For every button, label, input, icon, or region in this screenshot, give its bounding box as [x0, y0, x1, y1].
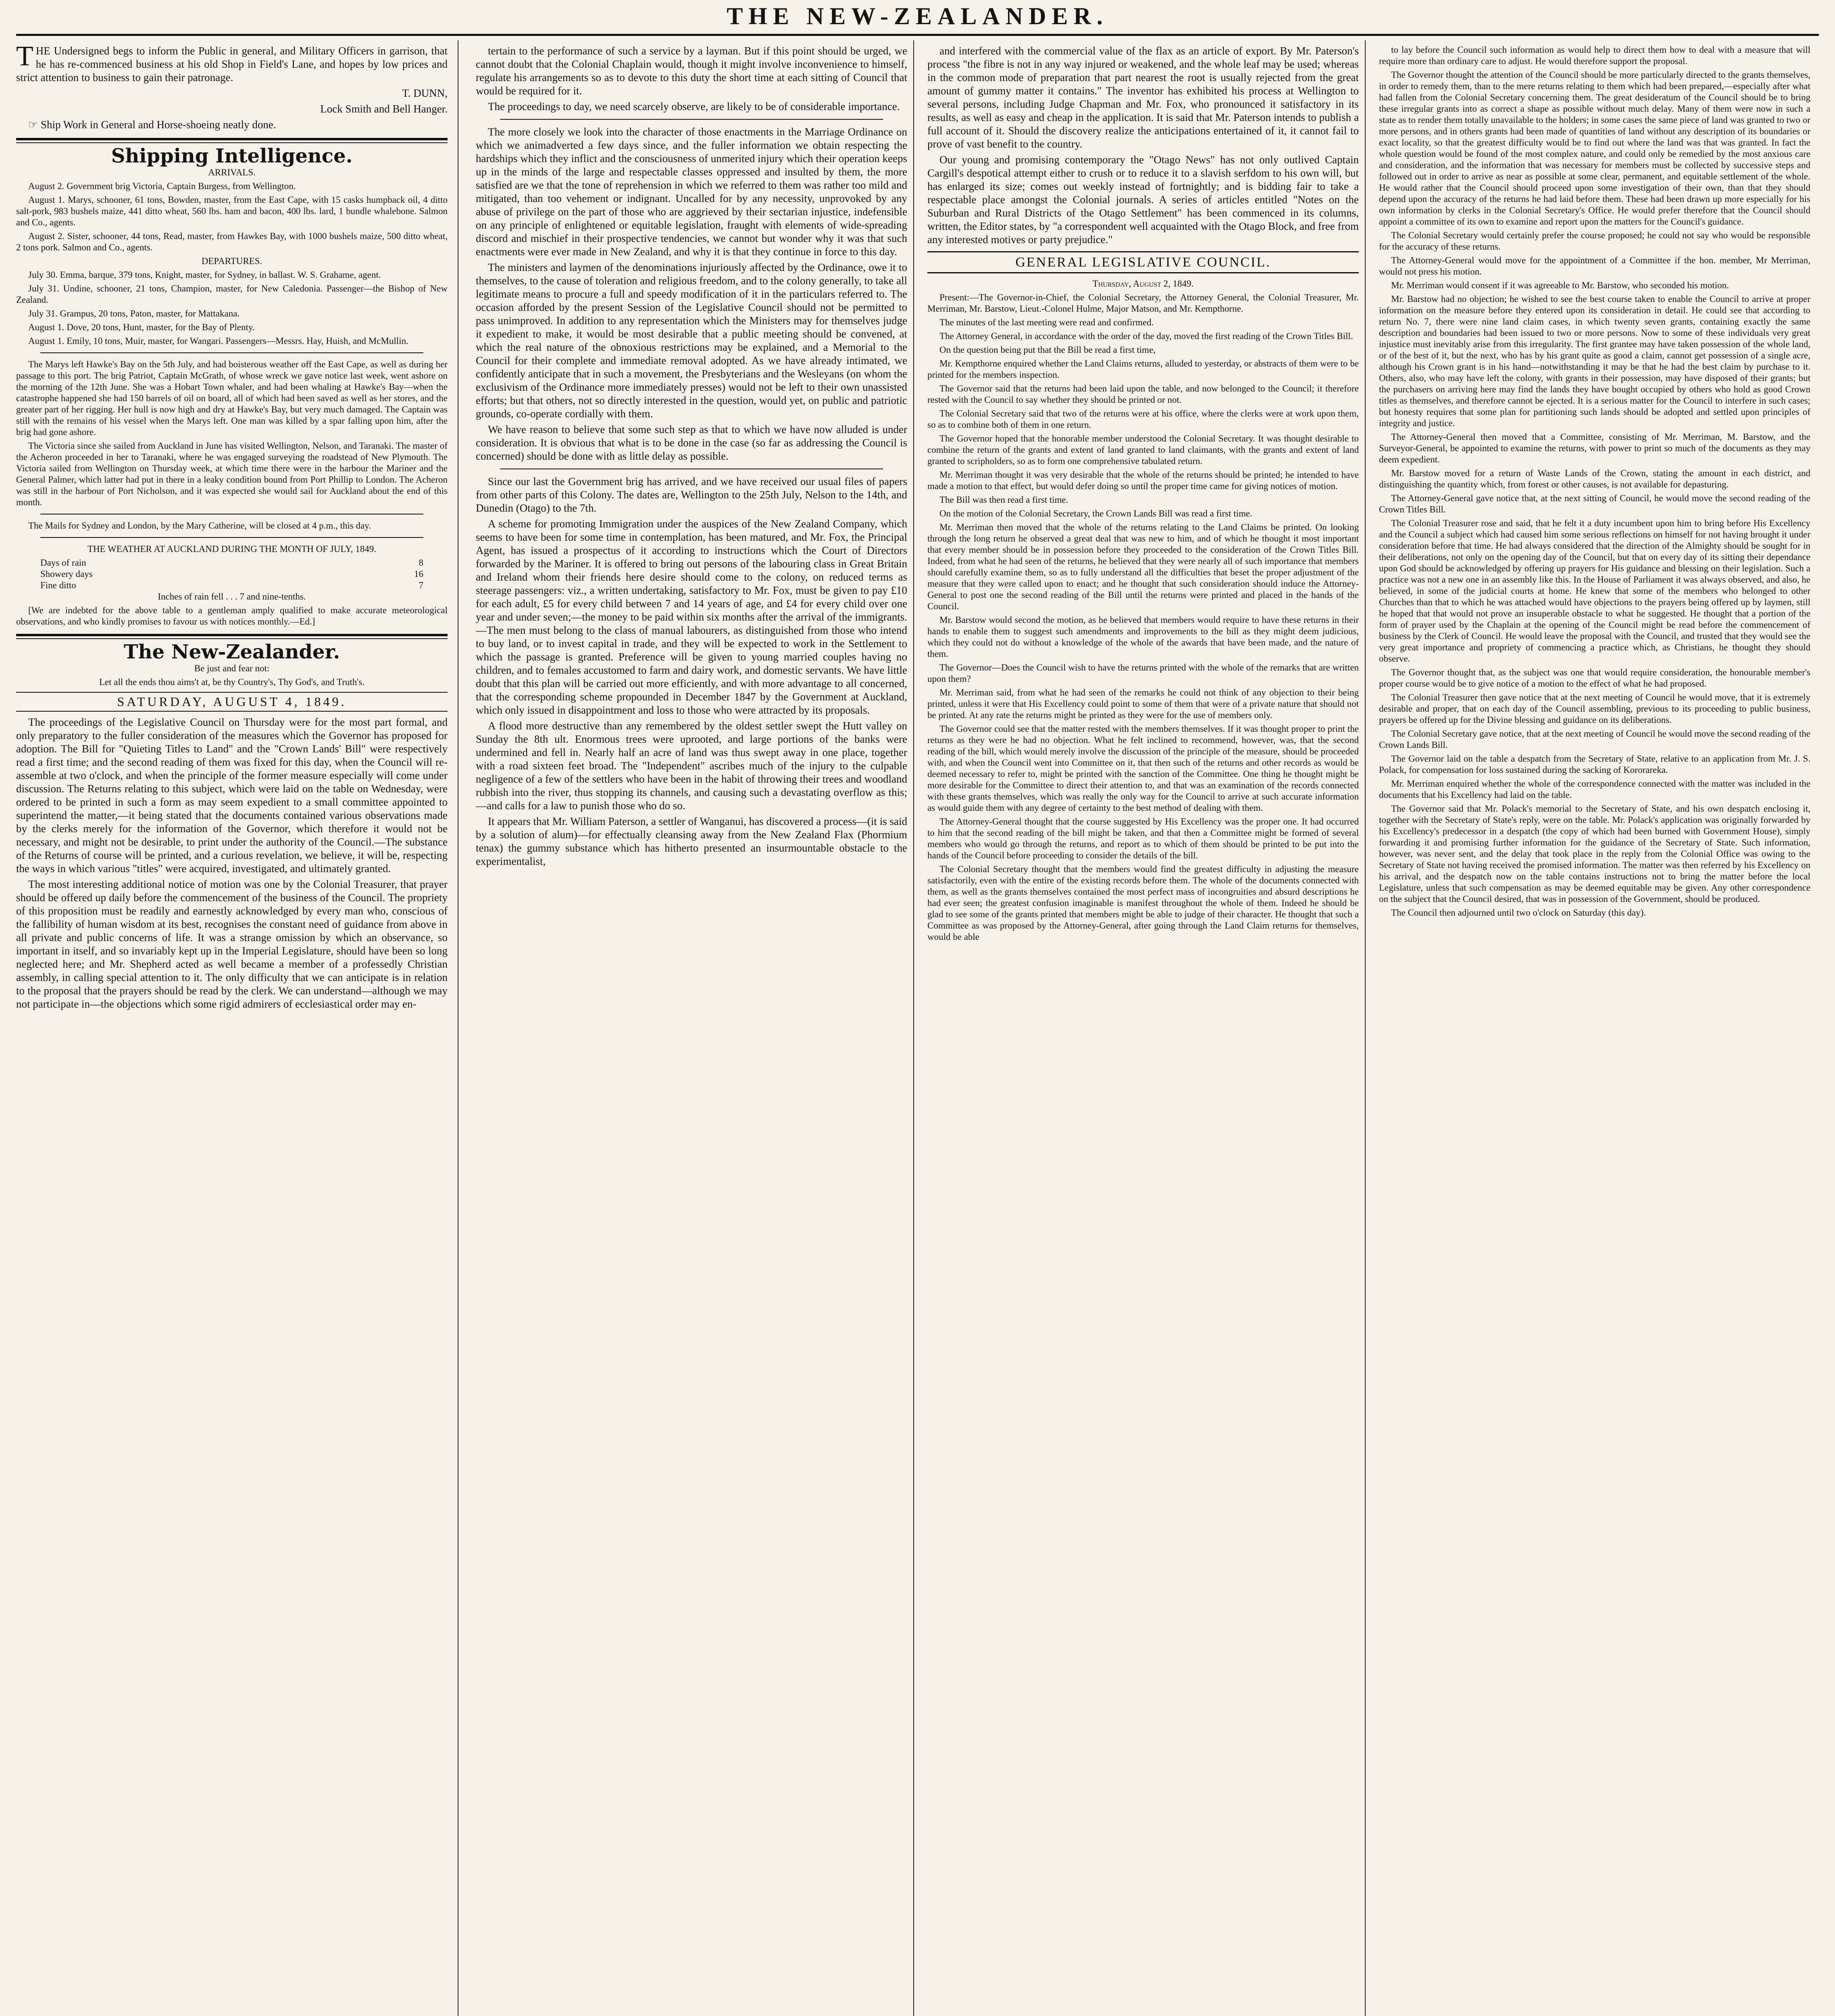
weather-note: [We are indebted for the above table to a gentleman amply qualified to make accurate meteorological observations, and who kindly promises to favour us with notices monthly.—Ed.] — [16, 605, 448, 627]
leader-paragraph: The proceedings of the Legislative Council on Thursday were for the most part formal, and only preparatory to the fuller consideration of the measures which the Governor has proposed for adoption. The Bill for "Quieting Titles to Land" and the "Crown Lands' Bill" were respectively read a first time; and the second reading of them was fixed for this day, when the Council will re-assemble at two o'clock, and when the principle of the former measure especially will come under discussion. The Returns relating to this subject, which were laid on the table on Wednesday, were ordered to be printed in such a form as may seem expedient to a small committee appointed to superintend the matter,—it being stated that the documents contained various observations made by the clerks merely for the information of the Governor, which therefore it would not be necessary, and might not be desirable, to print under the authority of the Council.—The substance of the Returns of course will be printed, and a curious revelation, we believe, it will be, respecting the ways in which various "titles" were acquired, investigated, and ultimately granted. — [16, 716, 448, 875]
council-paragraph: On the motion of the Colonial Secretary, the Crown Lands Bill was read a first time. — [939, 508, 1252, 519]
column-4 — [1379, 44, 1810, 2016]
news-paragraph: A flood more destructive than any remembered by the oldest settler swept the Hutt valley on Sunday the 8th ult. Enormous trees were uprooted, and large portions of the banks were undermined and fell in. Nearly half an acre of land was thus swept away in one place, together with a road sixteen feet broad. The "Independent" ascribes much of the injury to the culpable negligence of a few of the settlers who have been in the habit of throwing their trees and woodland rubbish into the river, thus stopping its channels, and causing such a devastating overflow as this;—and calls for a law to punish those who do so. — [476, 720, 907, 812]
column-separator — [1365, 40, 1366, 2016]
departure-entry: July 31. Undine, schooner, 21 tons, Champion, master, for New Caledonia. Passenger—the Bishop of New Zealand. — [16, 283, 448, 305]
marys-news: The Marys left Hawke's Bay on the 5th July, and had boisterous weather off the East Cape, as well as during her passage to this port. The brig Patriot, Captain McGrath, of whose wreck we gave notice last week, went ashore on the morning of the 12th June. She was a Hobart Town whaler, and had been whaling at Hawke's Bay—when the catastrophe happened she had 150 barrels of oil on board, all of which had been saved as well as her stores, and the greater part of her rigging. Her hull is now high and dry at Hawke's Bay, but very much damaged. The Captain was still with the remains of his vessel when the Marys left. One man was killed by a spar falling upon him, after the brig had gone ashore. — [16, 359, 448, 437]
council-paragraph: The Attorney-General thought that the course suggested by His Excellency was the proper one. It had occurred to him that the second reading of the bill might be taken, and that then a Committee might be formed of several members who would go through the returns, and report as to which of them should be printed to be put into the hands of the Council before proceeding to consider the details of the bill. — [927, 816, 1359, 860]
council-paragraph: Mr. Kempthorne enquired whether the Land Claims returns, alluded to yesterday, or abstracts of them were to be printed for the members inspection. — [927, 358, 1359, 380]
council-paragraph: to lay before the Council such information as would help to direct them how to deal with a measure that will require more than ordinary care to adjust. He would therefore support the proposal. — [1379, 45, 1810, 66]
mails-notice: The Mails for Sydney and London, by the Mary Catherine, will be closed at 4 p.m., this day. — [28, 521, 371, 531]
council-paragraph: The Governor could see that the matter rested with the members themselves. If it was thought proper to print the returns as they were he had no objection. What he felt inclined to recommend, however, was, that the second reading of the bill, which would merely involve the discussion of the principle of the measure, should be proceeded with, and when the Council went into Committee on it, that then such of the returns and other records as would be deemed necessary to refer to, might be printed with the sanction of the Committee. One thing he thought might be more desirable for the Committee to direct their attention to, and that was an examination of the records connected with these grants themselves, which was really the only way for the Council to arrive at such accurate information as would guide them with any degree of certainty to the best method of dealing with them. — [927, 724, 1359, 813]
council-paragraph: The Governor hoped that the honorable member understood the Colonial Secretary. It was thought desirable to combine the return of the grants and extent of land granted to land claimants, with the grants and extent of land granted to scripholders, so as to form one comprehensive tabulated return. — [927, 433, 1359, 466]
masthead: THE NEW-ZEALANDER. — [727, 3, 1108, 29]
paper-title: The New-Zealander. — [123, 641, 340, 663]
arrivals-heading: ARRIVALS. — [208, 167, 256, 177]
motto-line-2: Let all the ends thou aims't at, be thy Country's, Thy God's, and Truth's. — [99, 677, 365, 687]
arrival-entry: August 1. Marys, schooner, 61 tons, Bowden, master, from the East Cape, with 15 casks humpback oil, 4 ditto salt-pork, 983 bushels maize, 441 ditto wheat, 560 lbs. ham and bacon, 400 lbs. lard, 1 bundle whalebone. Salmon and Co., agents. — [16, 195, 448, 227]
column-3 — [927, 44, 1359, 2016]
departure-entry: August 1. Dove, 20 tons, Hunt, master, for the Bay of Plenty. — [28, 322, 255, 332]
advertisement-text: THE Undersigned begs to inform the Public in general, and Military Officers in garrison, that he has re-commenced business at his old Shop in Field's Lane, and hopes by low prices and strict attention to business to gain their patronage. — [16, 44, 448, 83]
council-paragraph: The minutes of the last meeting were read and confirmed. — [939, 317, 1154, 327]
council-paragraph: Mr. Barstow would second the motion, as he believed that members would require to have these returns in their hands to enable them to suggest such amendments and improvements to the bill as they might deem judicious, which they could not do without a knowledge of the whole of the awards that have been made, and the nature of them. — [927, 615, 1359, 659]
council-paragraph: The Colonial Treasurer rose and said, that he felt it a duty incumbent upon him to bring before His Excellency and the Council a subject which had caused him some serious reflections on himself for not having brought it under consideration before that time. He had always considered that the direction of the Almighty should be sought for in their deliberations, not only on the opening day of the Council, but that on every day of its sitting their dependance upon God should be acknowledged by offering up prayers for His guidance and blessing on their legislation. Such a practice was not a new one in an assembly like this. In the House of Parliament it was always observed, and also, he believed, in some of the judicial courts at home. He knew that some of the members who belonged to other Churches than that to which he was attached would have objections to the prayers being offered up by laymen, still he hoped that that would not prove an insuperable obstacle to what he suggested. He thought that a portion of the form of prayer used by the Chaplain at the opening of the Council might be read before the commencement of business by the Clerk of Council. He would leave the proposal with the Council, and trusted that they would see the very great importance and propriety of commencing a practice which, as Christians, he thought they should observe. — [1379, 518, 1810, 664]
news-paragraph: and interfered with the commercial value of the flax as an article of export. By Mr. Paterson's process "the fibre is not in any way injured or weakened, and the whole leaf may be used; whereas in the common mode of preparation that part nearest the root is usually rejected from the great amount of gummy matter it contains." The inventor has exhibited his process at Wellington to several persons, including Judge Chapman and Mr. Fox, who pronounced it satisfactory in its results, as well as easy and cheap in the application. It is said that Mr. Paterson intends to publish a full account of it. Should the discovery realize the anticipations entertained of it, it cannot fail to prove of vast benefit to the country. — [927, 45, 1359, 150]
council-paragraph: Mr. Merriman enquired whether the whole of the correspondence connected with the matter was included in the documents that his Excellency had laid on the table. — [1379, 779, 1810, 800]
weather-row: Showery days 16 — [40, 569, 423, 579]
departures-heading: DEPARTURES. — [201, 256, 262, 266]
council-paragraph: The Attorney General, in accordance with the order of the day, moved the first reading of the Crown Titles Bill. — [939, 331, 1353, 341]
council-paragraph: The Governor—Does the Council wish to have the returns printed with the whole of the remarks that are written upon them? — [927, 662, 1359, 684]
divider — [40, 352, 423, 353]
marriage-paragraph: We have reason to believe that some such step as that to which we have now alluded is under consideration. It is obvious that what is to be done in the case (so far as addressing the Council is concerned) should be done with as little delay as possible. — [476, 423, 907, 462]
council-paragraph: The Colonial Secretary thought that the members would find the greatest difficulty in adjusting the measure satisfactorily, even with the entire of the existing records before them. The whole of the documents connected with them, as well as the grants themselves contained the most perfect mass of incongruities and absurd descriptions he had ever seen; the greatest confusion imaginable is manifest throughout the whole of them. Indeed he should be glad to see some of the grants printed that members might be able to judge of their character. He thought that such a Committee as was proposed by the Attorney-General, after going through the Land Claim returns for themselves, would be able — [927, 864, 1359, 942]
top-rule — [16, 34, 1819, 36]
council-paragraph: The Colonial Secretary would certainly prefer the course proposed; he could not say who would be responsible for the accuracy of these returns. — [1379, 230, 1810, 252]
council-paragraph: The Governor laid on the table a despatch from the Secretary of State, relative to an application from Mr. J. S. Polack, for compensation for loss sustained during the sacking of Kororareka. — [1379, 754, 1810, 775]
shipping-heading: Shipping Intelligence. — [111, 145, 353, 167]
council-paragraph: The Governor said that Mr. Polack's memorial to the Secretary of State, and his own despatch enclosing it, together with the Secretary of State's reply, were on the table. Mr. Polack's application was originally forwarded by his Excellency's predecessor in a despatch (the copy of which had been burned with Government House), simply forwarding it and promising further information for the guidance of the Secretary of State. Such information, however, was never sent, and the delay that took place in the reply from the Colonial Office was owing to the Secretary of State not having received the promised information. The matter was then referred by his Excellency on his arrival, and the despatch now on the table contains instructions not to bring the matter before the local Legislature, unless that such compensation as may be deemed equitable may be given. Any other correspondence on the subject that the Council desired, that was in possession of the Government, should be produced. — [1379, 804, 1810, 904]
council-paragraph: The Governor thought that, as the subject was one that would require consideration, the honourable member's proper course would be to give notice of a motion to the effect of what he had proposed. — [1379, 667, 1810, 689]
divider — [40, 537, 423, 538]
issue-date: SATURDAY, AUGUST 4, 1849. — [16, 692, 448, 712]
article-paragraph: The proceedings to day, we need scarcely observe, are likely to be of considerable importance. — [488, 100, 900, 112]
weather-row: Fine ditto 7 — [40, 580, 423, 590]
marriage-paragraph: The more closely we look into the character of those enactments in the Marriage Ordinance on which we animadverted a few days since, and the fuller information we obtain respecting the hardships which they inflict and the consciousness of unmerited injury which their operation keeps up in the minds of the large and respectable classes oppressed and insulted by them, the more satisfied are we that the tone of reprehension in which we referred to them was rather too mild and mitigated, than too vehement or indignant. Uncalled for by any necessity, unprovoked by any abuse of privilege on the part of those who are aggrieved by their sectarian injustice, indefensible on any principle of enlightened or equitable legislation, fraught with elements of wide-spreading discord and mischief in their prospective tendencies, we cannot but wonder why it was that such enactments were ever made in New Zealand, and why it is that they continue in force to this day. — [476, 126, 907, 258]
council-paragraph: On the question being put that the Bill be read a first time, — [939, 345, 1156, 355]
council-paragraph: The Governor said that the returns had been laid upon the table, and now belonged to the Council; it therefore rested with the Council to say whether they should be printed or not. — [927, 383, 1359, 405]
column-1 — [16, 44, 448, 2016]
council-date: Thursday, August 2, 1849. — [1092, 279, 1194, 289]
council-paragraph: The Attorney-General would move for the appointment of a Committee if the hon. member, Mr Merriman, would not press his motion. — [1379, 255, 1810, 277]
weather-heading: THE WEATHER AT AUCKLAND DURING THE MONTH OF JULY, 1849. — [87, 544, 377, 554]
column-2 — [476, 44, 907, 2016]
section-rule — [16, 138, 448, 143]
council-paragraph: Present:—The Governor-in-Chief, the Colonial Secretary, the Attorney General, the Colonial Treasurer, Mr. Merriman, Mr. Barstow, Lieut.-Colonel Hulme, Major Matson, and Mr. Kempthorne. — [927, 292, 1359, 314]
council-paragraph: Mr. Merriman thought it was very desirable that the whole of the returns should be printed; he intended to have made a motion to that effect, but would defer doing so until the proper time came for giving notices of motion. — [927, 470, 1359, 491]
council-paragraph: Mr. Merriman said, from what he had seen of the remarks he could not think of any objection to their being printed, unless it were that His Excellency could point to some of them that were of a private nature that should not be printed. At any rate the returns might be printed as they were for the use of members only. — [927, 687, 1359, 720]
council-report — [927, 292, 1359, 943]
council-paragraph: Mr. Merriman then moved that the whole of the returns relating to the Land Claims be printed. On looking through the long return he observed a great deal that was new to him, and of which he thought it most important that every member should be in possession before they proceeded to the consideration of the Crown Titles Bill. Indeed, from what he had seen of the returns, he believed that they were nearly all of such importance that members should carefully examine them, so as to fully understand all the difficulties that beset the proper adjustment of the measure that they were called upon to enact; and he thought that such consideration should induce the Attorney-General to post one the second reading of the Bill until the returns were printed and placed in the hands of the Council. — [927, 522, 1359, 611]
column-separator — [913, 40, 914, 2016]
council-paragraph: The Governor thought the attention of the Council should be more particularly directed to the grants themselves, in order to remedy them, than to the mere returns relating to them which had been prepared,—especially after what had fallen from the Colonial Secretary concerning them. The great desideratum of the Council should be to bring these irregular grants into as correct a shape as possible without much delay. Many of them were now in such a state as to render them totally unavailable to the holders; in some cases the same piece of land was granted to two or more persons, and in others grants had been made of quantities of land without any description of its boundaries or exact locality, so that the greatest difficulty would be to find out where the land was that was granted. In fact the whole question would be found of the most complex nature, and could only be remedied by the most anxious care and consideration, and the information that was necessary for members must be collected by successive steps and followed out in order to arrive as near as possible at some clear, permanent, and equitable settlement of the whole. He would rather that the Council should proceed upon some investigation of their own, than that they should depend upon the accuracy of the returns he had laid before them. These had been drawn up more especially for his own information by clerks in the Colonial Secretary's Office. He would prefer therefore that the Council should appoint a committee of its own to examine and report upon the matters for the Council's guidance. — [1379, 70, 1810, 227]
arrival-entry: August 2. Sister, schooner, 44 tons, Read, master, from Hawkes Bay, with 1000 bushels maize, 500 ditto wheat, 2 tons pork. Salmon and Co., agents. — [16, 231, 448, 252]
victoria-news: The Victoria since she sailed from Auckland in June has visited Wellington, Nelson, and Taranaki. The master of the Acheron proceeded in her to Taranaki, where he was engaged surveying the roadstead of New Plymouth. The Victoria sailed from Wellington on Thursday week, at which time there were in the harbour the Mariner and the General Palmer, which latter had put in there in a leaky condition bound from Port Phillip to London. The Acheron was still in the harbour of Port Nicholson, and it was expected she would sail for Auckland about the end of this month. — [16, 441, 448, 507]
leader-paragraph: The most interesting additional notice of motion was one by the Colonial Treasurer, that prayer should be offered up daily before the commencement of the business of the Council. The propriety of this proposition must be readily and earnestly acknowledged by every man who, conscious of the fallibility of human wisdom at its best, recognises the constant need of guidance from above in all private and public concerns of life. It was a strange omission by which an observance, so important in itself, and so invariably kept up in the Imperial Legislature, should have been so long neglected here; and Mr. Shepherd acted as well became a member of a professedly Christian assembly, in calling special attention to it. The only difficulty that we can anticipate is in relation to the proposal that the prayers should be read by the clerk. We can understand—although we may not participate in—the objections which some rigid admirers of ecclesiastical order may en- — [16, 878, 448, 1010]
council-paragraph: The Attorney-General gave notice that, at the next sitting of Council, he would move the second reading of the Crown Titles Bill. — [1379, 493, 1810, 514]
section-rule — [16, 634, 448, 639]
news-paragraph: Since our last the Government brig has arrived, and we have received our usual files of papers from other parts of this Colony. The dates are, Wellington to the 25th July, Nelson to the 14th, and Dunedin (Otago) to the 7th. — [476, 475, 907, 514]
departure-entry: July 30. Emma, barque, 379 tons, Knight, master, for Sydney, in ballast. W. S. Grahame, agent. — [28, 270, 381, 280]
news-paragraph: It appears that Mr. William Paterson, a settler of Wanganui, has discovered a process—(it is said by a solution of alum)—for effectually cleansing away from the New Zealand Flax (Phormium tenax) the gummy substance which has hitherto presented an insurmountable obstacle to the experimentalist, — [476, 815, 907, 867]
council-paragraph: The Colonial Secretary gave notice, that at the next meeting of Council he would move the second reading of the Crown Lands Bill. — [1379, 729, 1810, 750]
advertisement-signature: T. DUNN, — [402, 87, 448, 99]
council-paragraph: Mr. Barstow moved for a return of Waste Lands of the Crown, stating the amount in each district, and distinguishing the quantity which, from forest or other causes, is not available for depasturing. — [1379, 468, 1810, 489]
news-paragraph: A scheme for promoting Immigration under the auspices of the New Zealand Company, which seems to have been for some time in contemplation, has been matured, and Mr. Fox, the Principal Agent, has issued a prospectus of it according to instructions which the Court of Directors forwarded by the Mariner. It is offered to bring out persons of the labouring class in Great Britain and Ireland whom their friends here desire should come to the colony, on reduced terms as steerage passengers: viz., a written undertaking, satisfactory to Mr. Fox, must be given to pay £10 for each adult, £5 for every child between 7 and 14 years of age, and £4 for every child over one year and under seven;—the money to be paid within six months after the arrival of the immigrants.—The men must belong to the class of manual labourers, as distinguished from those who intend to buy land, or to invest capital in trade, and they will be expected to work in the Settlement to which the passage is granted. Preference will be given to young married couples having no children, and to females accustomed to farm and dairy work, and domestic servants. We have little doubt that this plan will be carried out more efficiently, and with more advantage to all concerned, that the corresponding scheme propounded in December 1847 by the Government at Auckland, which only issued in disappointment and loss to those who were attracted by its proposals. — [476, 518, 907, 716]
weather-table — [16, 557, 448, 591]
arrival-entry: August 2. Government brig Victoria, Captain Burgess, from Wellington. — [28, 181, 296, 191]
departure-entry: July 31. Grampus, 20 tons, Paton, master, for Mattakana. — [28, 308, 240, 319]
motto-line-1: Be just and fear not: — [194, 663, 270, 673]
weather-row: Days of rain 8 — [40, 558, 423, 568]
marriage-paragraph: The ministers and laymen of the denominations injuriously affected by the Ordinance, owe it to themselves, to the cause of toleration and religious freedom, and to the colony generally, to take all legitimate means to procure a full and speedy modification of it in the particulars referred to. The occasion afforded by the present Session of the Legislative Council should not be permitted to pass unimproved. In addition to any representation which the Ministers may for themselves judge it expedient to make, it would be most desirable that a public meeting should be convened, at which the real nature of the obnoxious restrictions may be explained, and a Memorial to the Council for their complete and immediate removal adopted. As we have already intimated, we confidently anticipate that in such a movement, the Presbyterians and the Wesleyans (on whom the exclusivism of the Ordinance more immediately presses) would not be left to their own unassisted efforts; but that others, not so directly interested in the question, would yet, on public and patriotic grounds, co-operate cordially with them. — [476, 261, 907, 420]
advertisement-postscript: ☞ Ship Work in General and Horse-shoeing neatly done. — [28, 119, 276, 131]
news-paragraph: Our young and promising contemporary the "Otago News" has not only outlived Captain Cargill's despotical attempt either to crush or to reduce it to a slavish serfdom to his own will, but has enlarged its size; comes out weekly instead of fortnightly; and is bidding fair to take a respectable place amongst the Colonial journals. A series of articles entitled "Notes on the Suburban and Rural Districts of the Otago Settlement" has been commenced in its columns, written, the Editor states, by "a correspondent well acquainted with the Otago Block, and free from any interested motives or party prejudice." — [927, 154, 1359, 246]
council-paragraph: The Colonial Secretary said that two of the returns were at his office, where the clerks were at work upon them, so as to combine both of them in one return. — [927, 408, 1359, 430]
council-paragraph: The Colonial Treasurer then gave notice that at the next meeting of Council he would move, that it is extremely desirable and proper, that on each day of the Council assembling, previous to its proceeding to public business, prayers be offered up for the Divine blessing and guidance on its deliberations. — [1379, 692, 1810, 725]
council-paragraph: Mr. Barstow had no objection; he wished to see the best course taken to enable the Council to arrive at proper information on the measure before they entered upon its consideration in detail. He could see that according to return No. 7, there were nine land claim cases, in which twenty seven grants, containing exactly the same description and boundaries had been issued to two or more persons. Now to some of these individuals very great injustice must inevitably arise from this irregularity. The first grantee may have taken possession of the whole land, or of the best of it, but the next, who has by his grant quite as good a claim, cannot get possession of a single acre, although his Crown grant is in his hand—notwithstanding it may be that he had the best claim by purchase to it. Others, also, who may have left the colony, with grants in their possession, may have disposed of their grants; but the purchasers on arriving here may find the lands they have bought occupied by others who hold as good Crown titles as themselves, and therefore cannot be ejected. It is a serious matter for the Council to interfere in such cases; but honesty requires that some plan for partitioning such lands should be adopted and settled upon principles of integrity and justice. — [1379, 294, 1810, 428]
council-paragraph: The Council then adjourned until two o'clock on Saturday (this day). — [1391, 908, 1646, 918]
council-paragraph: The Attorney-General then moved that a Committee, consisting of Mr. Merriman, M. Barstow, and the Surveyor-General, be appointed to examine the returns, with power to print so much of the documents as they may deem expedient. — [1379, 432, 1810, 464]
weather-inches: Inches of rain fell . . . 7 and nine-tenths. — [158, 591, 306, 602]
divider — [500, 119, 883, 120]
advertisement-trade: Lock Smith and Bell Hanger. — [320, 103, 448, 115]
council-heading: GENERAL LEGISLATIVE COUNCIL. — [927, 251, 1359, 273]
article-paragraph: tertain to the performance of such a service by a layman. But if this point should be urged, we cannot doubt that the Colonial Chaplain would, though it might involve inconvenience to himself, regulate his arrangements so as to devote to this duty the short time at each sitting of Council that would be required for it. — [476, 45, 907, 97]
departure-entry: August 1. Emily, 10 tons, Muir, master, for Wangari. Passengers—Messrs. Hay, Huish, and McMullin. — [28, 336, 408, 346]
council-paragraph: The Bill was then read a first time. — [939, 495, 1069, 505]
council-paragraph: Mr. Merriman would consent if it was agreeable to Mr. Barstow, who seconded his motion. — [1391, 280, 1729, 290]
